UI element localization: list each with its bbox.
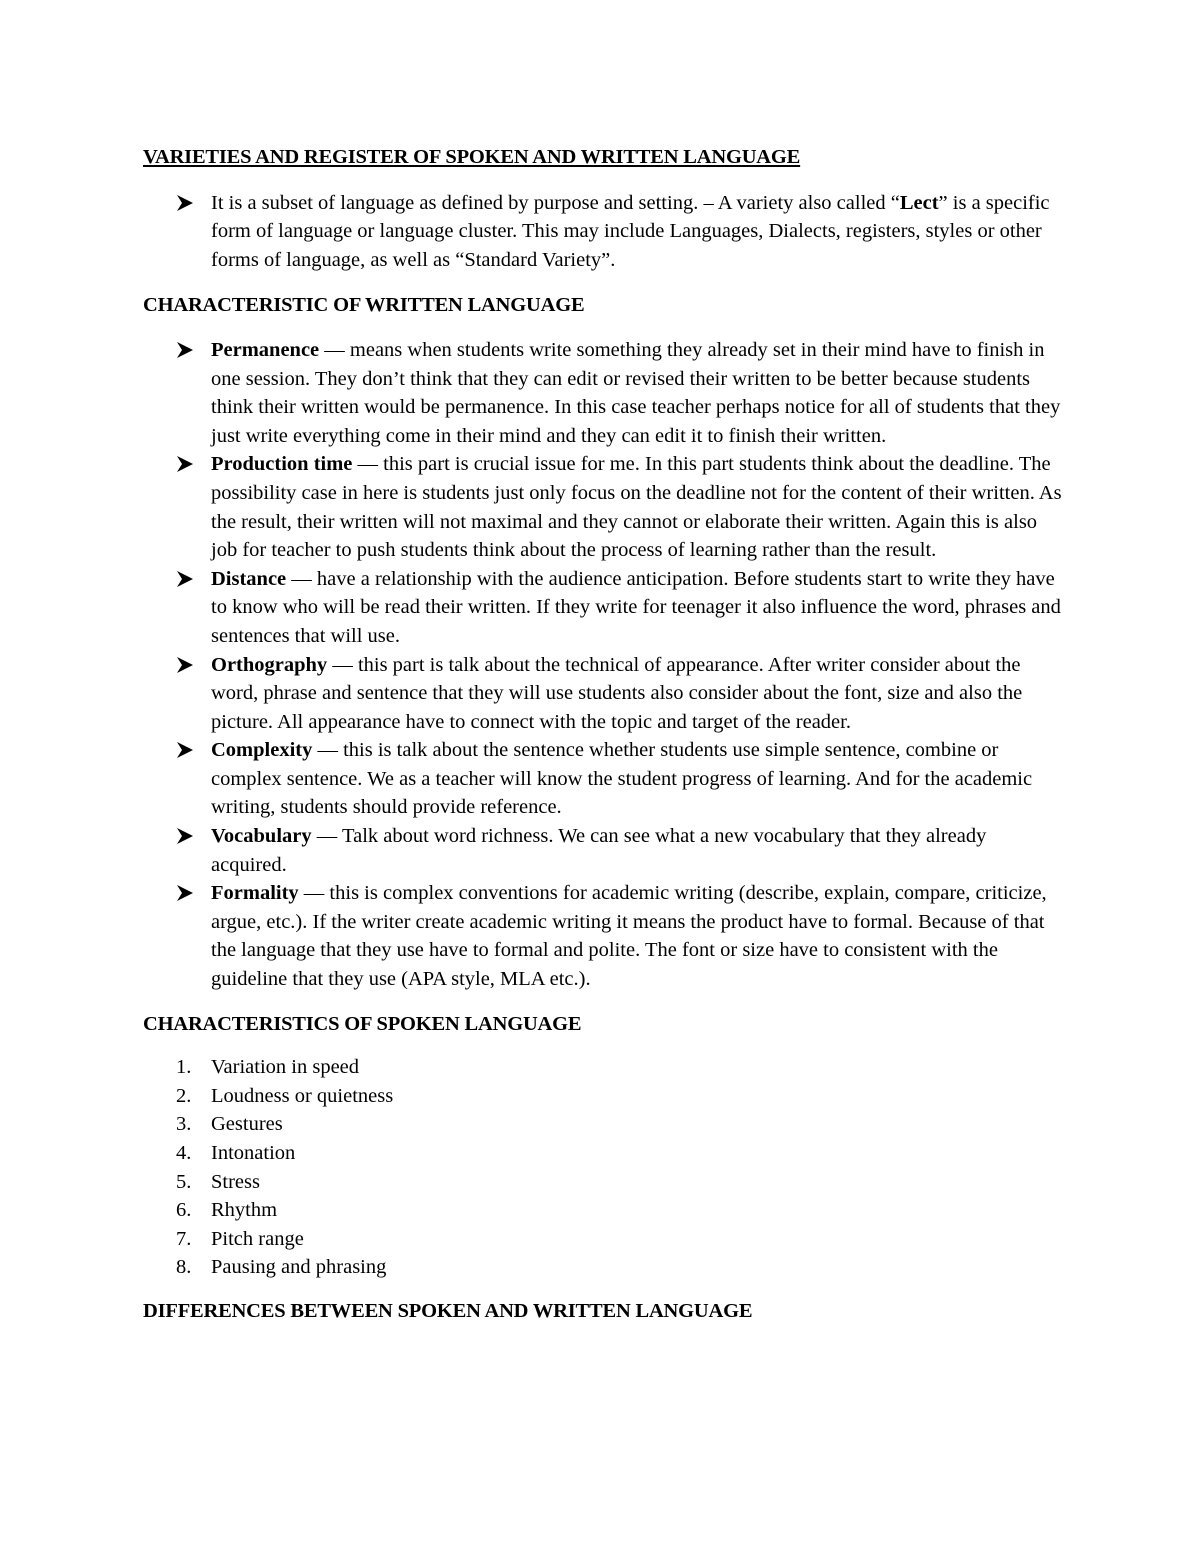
list-item bbox=[143, 189, 1063, 275]
arrowhead-bullet-icon bbox=[176, 884, 194, 902]
heading-varieties: VARIETIES AND REGISTER OF SPOKEN AND WRITTEN LANGUAGE bbox=[143, 146, 801, 168]
item-number: 2. bbox=[176, 1084, 192, 1107]
item-text: Gestures bbox=[211, 1113, 283, 1136]
arrowhead-bullet-icon bbox=[176, 656, 194, 674]
item-text: Variation in speed bbox=[211, 1056, 360, 1079]
item-term: Permanence bbox=[211, 338, 320, 361]
item-description: — Talk about word richness. We can see what a new vocabulary that they already acquired. bbox=[211, 825, 987, 876]
list-item bbox=[143, 1253, 1063, 1282]
item-number: 4. bbox=[176, 1142, 192, 1164]
list-item bbox=[143, 1196, 1063, 1225]
arrowhead-bullet-icon bbox=[176, 827, 194, 845]
list-item bbox=[143, 1082, 1063, 1111]
item-number: 3. bbox=[176, 1113, 192, 1136]
item-number: 6. bbox=[176, 1199, 192, 1222]
arrowhead-bullet-icon bbox=[176, 194, 194, 212]
written-characteristics-list bbox=[143, 336, 1063, 994]
item-term: Orthography bbox=[211, 653, 328, 676]
intro-text-after: ” is a specific form of language or language cluster. This may include Languages, Dialects, registers, styles or other forms of language, as well as “Standard Variety”. bbox=[211, 191, 1050, 271]
list-item bbox=[143, 879, 1063, 993]
list-item bbox=[143, 1110, 1063, 1139]
document-content bbox=[143, 140, 1063, 1326]
item-number: 7. bbox=[176, 1227, 192, 1250]
item-text: Pausing and phrasing bbox=[211, 1256, 387, 1279]
item-term: Distance bbox=[211, 567, 287, 590]
item-term: Complexity bbox=[211, 739, 313, 762]
heading-spoken: CHARACTERISTICS OF SPOKEN LANGUAGE bbox=[143, 1012, 582, 1035]
heading-differences: DIFFERENCES BETWEEN SPOKEN AND WRITTEN LANGUAGE bbox=[143, 1299, 753, 1322]
item-description: — this part is talk about the technical of appearance. After writer consider about the word, phrase and sentence that they will use students also consider about the font, size and also the picture. All appearance have to connect with the topic and target of the reader. bbox=[211, 653, 1023, 733]
item-term: Vocabulary bbox=[211, 825, 312, 848]
list-item bbox=[143, 1168, 1063, 1197]
item-description: — this part is crucial issue for me. In this part students think about the deadline. The possibility case in here is students just only focus on the deadline not for the content of their written. As the result, their written will not maximal and they cannot or elaborate their written. Again this is also job for teacher to push students think about the process of learning rather than the result. bbox=[211, 453, 1062, 562]
item-description: — this is talk about the sentence whether students use simple sentence, combine or complex sentence. We as a teacher will know the student progress of learning. And for the academic writing, students should provide reference. bbox=[211, 739, 1033, 819]
list-item bbox=[143, 736, 1063, 822]
list-item bbox=[143, 565, 1063, 651]
spoken-characteristics-list bbox=[143, 1053, 1063, 1282]
item-description: — have a relationship with the audience anticipation. Before students start to write they have to know who will be read their written. If they write for teenager it also influence the word, phrases and sentences that will use. bbox=[211, 567, 1061, 647]
item-text: Pitch range bbox=[211, 1227, 304, 1250]
list-item bbox=[143, 1225, 1063, 1254]
item-number: 8. bbox=[176, 1256, 192, 1279]
item-term: Production time bbox=[211, 453, 353, 476]
heading-written: CHARACTERISTIC OF WRITTEN LANGUAGE bbox=[143, 294, 585, 317]
item-description: — this is complex conventions for academic writing (describe, explain, compare, criticize, argue, etc.). If the writer create academic writing it means the product have to formal. Because of that the language that they use have to formal and polite. The font or size have to consistent with the guideline that they use (APA style, MLA etc.). bbox=[211, 882, 1047, 991]
list-item bbox=[143, 1053, 1063, 1082]
intro-text-before: It is a subset of language as defined by purpose and setting. – A variety also called “ bbox=[211, 191, 900, 214]
list-item bbox=[143, 651, 1063, 737]
arrowhead-bullet-icon bbox=[176, 741, 194, 759]
item-text: Rhythm bbox=[211, 1199, 278, 1222]
item-term: Formality bbox=[211, 882, 299, 905]
arrowhead-bullet-icon bbox=[176, 341, 194, 359]
arrowhead-bullet-icon bbox=[176, 455, 194, 473]
list-item bbox=[143, 1139, 1063, 1168]
item-number: 1. bbox=[176, 1056, 192, 1079]
item-description: — means when students write something they already set in their mind have to finish in one session. They don’t think that they can edit or revised their written to be better because students think their written would be permanence. In this case teacher perhaps notice for all of students that they just write everything come in their mind and they can edit it to finish their written. bbox=[211, 338, 1061, 447]
intro-list bbox=[143, 189, 1063, 275]
item-number: 5. bbox=[176, 1170, 192, 1193]
list-item bbox=[143, 450, 1063, 564]
arrowhead-bullet-icon bbox=[176, 570, 194, 588]
item-text: Loudness or quietness bbox=[211, 1084, 394, 1107]
item-text: Stress bbox=[211, 1170, 260, 1193]
list-item bbox=[143, 822, 1063, 879]
list-item bbox=[143, 336, 1063, 450]
intro-bold-word: Lect bbox=[899, 191, 939, 214]
item-text: Intonation bbox=[211, 1142, 296, 1164]
